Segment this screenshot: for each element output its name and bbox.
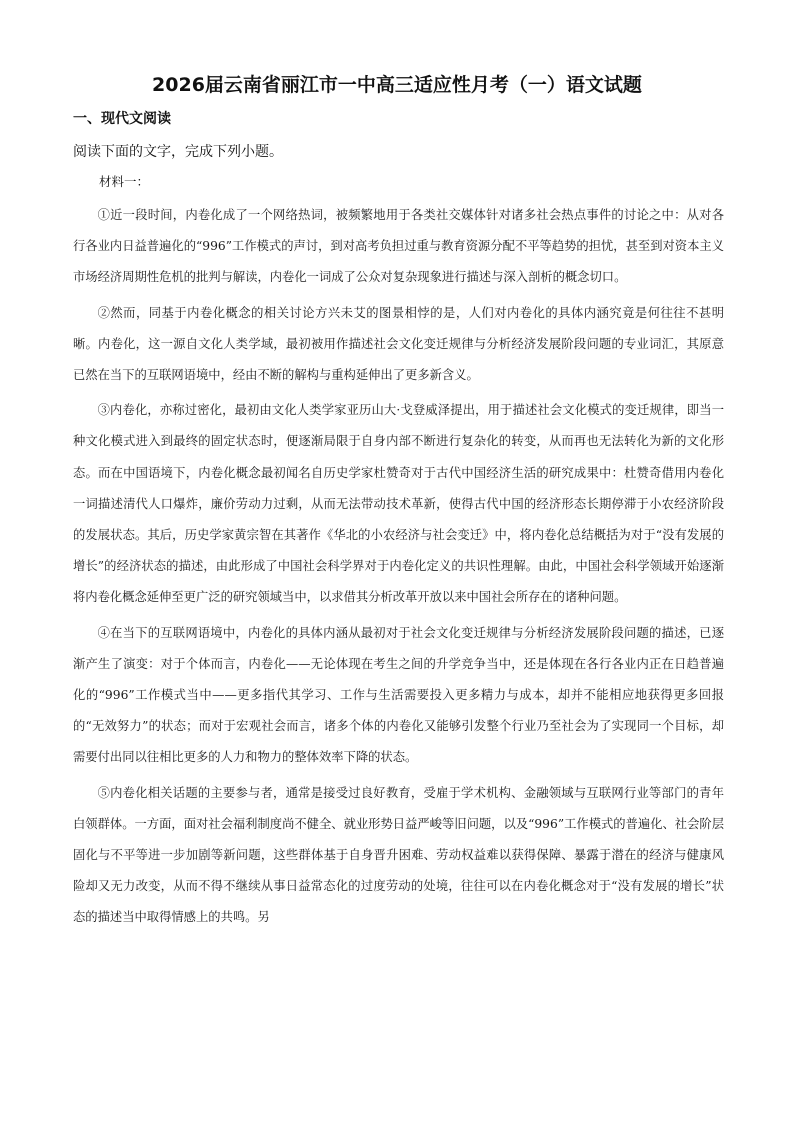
reading-instruction: 阅读下面的文字，完成下列小题。 <box>73 144 283 160</box>
paragraph-2: ②然而，同基于内卷化概念的相关讨论方兴未艾的图景相悖的是，人们对内卷化的具体内涵究竟是何往往不甚明晰。内卷化，这一源自文化人类学域，最初被用作描述社会文化变迁规律与分析经济发展阶段问题的专业词汇，其原意已然在当下的互联网语境中，经由不断的解构与重构延伸出了更多新含义。 <box>73 305 724 383</box>
paragraph-5: ⑤内卷化相关话题的主要参与者，通常是接受过良好教育，受雇于学术机构、金融领域与互联网行业等部门的青年白领群体。一方面，面对社会福利制度尚不健全、就业形势日益严峻等旧问题，以及“996”工作模式的普遍化、社会阶层固化与不平等进一步加剧等新问题，这些群体基于自身晋升困难、劳动权益难以获得保障、暴露于潜在的经济与健康风险却又无力改变，从而不得不继续从事日益常态化的过度劳动的处境，往往可以在内卷化概念对于“没有发展的增长”状态的描述当中取得情感上的共鸣。另 <box>73 785 724 925</box>
section-heading: 一、现代文阅读 <box>73 111 171 127</box>
reading-passage <box>73 200 724 934</box>
page-title: 2026届云南省丽江市一中高三适应性月考（一）语文试题 <box>152 74 642 96</box>
material-label: 材料一： <box>99 174 150 189</box>
paragraph-3: ③内卷化，亦称过密化，最初由文化人类学家亚历山大·戈登威泽提出，用于描述社会文化模式的变迁规律，即当一种文化模式进入到最终的固定状态时，便逐渐局限于自身内部不断进行复杂化的转变，从而再也无法转化为新的文化形态。而在中国语境下，内卷化概念最初闻名自历史学家杜赞奇对于古代中国经济生活的研究成果中：杜赞奇借用内卷化一词描述清代人口爆炸，廉价劳动力过剩，从而无法带动技术革新，使得古代中国的经济形态长期停滞于小农经济阶段的发展状态。其后，历史学家黄宗智在其著作《华北的小农经济与社会变迁》中，将内卷化总结概括为对于“没有发展的增长”的经济状态的描述，由此形成了中国社会科学界对于内卷化定义的共识性理解。由此，中国社会科学领域开始逐渐将内卷化概念延伸至更广泛的研究领域当中，以求借其分析改革开放以来中国社会所存在的诸种问题。 <box>73 403 724 605</box>
paragraph-4: ④在当下的互联网语境中，内卷化的具体内涵从最初对于社会文化变迁规律与分析经济发展阶段问题的描述，已逐渐产生了演变：对于个体而言，内卷化——无论体现在考生之间的升学竞争当中，还是体现在各行各业内正在日趋普遍化的“996”工作模式当中——更多指代其学习、工作与生活需要投入更多精力与成本，却并不能相应地获得更多回报的“无效努力”的状态；而对于宏观社会而言，诸多个体的内卷化又能够引发整个行业乃至社会为了实现同一个目标，却需要付出同以往相比更多的人力和物力的整体效率下降的状态。 <box>73 625 724 765</box>
paragraph-1: ①近一段时间，内卷化成了一个网络热词，被频繁地用于各类社交媒体针对诸多社会热点事件的讨论之中：从对各行各业内日益普遍化的“996”工作模式的声讨，到对高考负担过重与教育资源分配不平等趋势的担忧，甚至到对资本主义市场经济周期性危机的批判与解读，内卷化一词成了公众对复杂现象进行描述与深入剖析的概念切口。 <box>73 208 724 285</box>
